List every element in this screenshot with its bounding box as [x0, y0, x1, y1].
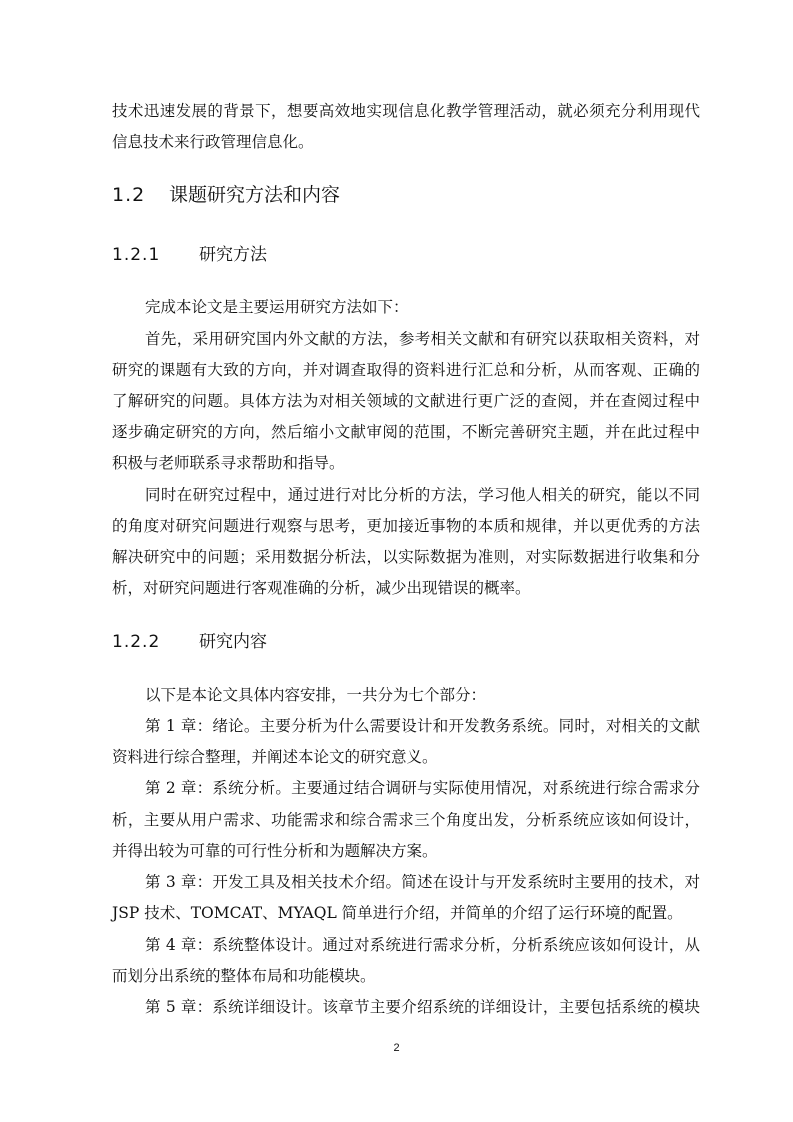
- section-heading-1-2: [112, 182, 340, 208]
- paragraph-line: 完成本论文是主要运用研究方法如下：: [145, 298, 409, 316]
- paragraph-line: 了解研究的问题。具体方法为对相关领域的文献进行更广泛的查阅，并在查阅过程中: [112, 392, 700, 410]
- section-number: 1.2: [112, 184, 146, 206]
- paragraph-line: 第 4 章：系统整体设计。通过对系统进行需求分析，分析系统应该如何设计，从: [145, 936, 700, 954]
- subsection-heading-1-2-2: [112, 630, 267, 654]
- paragraph-line: 信息技术来行政管理信息化。: [112, 133, 314, 151]
- paragraph-line: 解决研究中的问题；采用数据分析法，以实际数据为准则，对实际数据进行收集和分: [112, 548, 700, 566]
- subsection-number: 1.2.1: [112, 245, 161, 265]
- paragraph-line: 同时在研究过程中，通过进行对比分析的方法，学习他人相关的研究，能以不同: [145, 486, 700, 504]
- subsection-number: 1.2.2: [112, 632, 161, 652]
- paragraph-line: 第 1 章：绪论。主要分析为什么需要设计和开发教务系统。同时，对相关的文献: [145, 717, 700, 735]
- paragraph-line: 第 5 章：系统详细设计。该章节主要介绍系统的详细设计，主要包括系统的模块: [145, 998, 700, 1016]
- paragraph-line: 资料进行综合整理，并阐述本论文的研究意义。: [112, 748, 438, 766]
- section-title: 课题研究方法和内容: [169, 184, 341, 206]
- paragraph-line: 第 3 章：开发工具及相关技术介绍。简述在设计与开发系统时主要用的技术，对: [145, 873, 700, 891]
- paragraph-line: 逐步确定研究的方向，然后缩小文献审阅的范围，不断完善研究主题，并在此过程中: [112, 423, 700, 441]
- page-number: 2: [393, 1042, 400, 1054]
- subsection-heading-1-2-1: [112, 243, 267, 267]
- paragraph-line: 并得出较为可靠的可行性分析和为题解决方案。: [112, 842, 438, 860]
- subsection-title: 研究内容: [199, 632, 267, 652]
- paragraph-line: 第 2 章：系统分析。主要通过结合调研与实际使用情况，对系统进行综合需求分: [145, 779, 700, 797]
- paragraph-line: 技术迅速发展的背景下，想要高效地实现信息化教学管理活动，就必须充分利用现代: [112, 102, 700, 120]
- paragraph-line: 积极与老师联系寻求帮助和指导。: [112, 454, 345, 472]
- paragraph-line: 的角度对研究问题进行观察与思考，更加接近事物的本质和规律，并以更优秀的方法: [112, 517, 700, 535]
- paragraph-line: 析，对研究问题进行客观准确的分析，减少出现错误的概率。: [112, 579, 531, 597]
- subsection-title: 研究方法: [199, 245, 267, 265]
- paragraph-line: 研究的课题有大致的方向，并对调查取得的资料进行汇总和分析，从而客观、正确的: [112, 361, 700, 379]
- paragraph-line: 以下是本论文具体内容安排，一共分为七个部分：: [145, 686, 487, 704]
- paragraph-line: JSP 技术、TOMCAT、MYAQL 简单进行介绍，并简单的介绍了运行环境的配置。: [112, 904, 683, 922]
- paragraph-line: 而划分出系统的整体布局和功能模块。: [112, 967, 376, 985]
- paragraph-line: 析，主要从用户需求、功能需求和综合需求三个角度出发，分析系统应该如何设计，: [112, 811, 700, 829]
- paragraph-line: 首先，采用研究国内外文献的方法，参考相关文献和有研究以获取相关资料，对: [145, 330, 700, 348]
